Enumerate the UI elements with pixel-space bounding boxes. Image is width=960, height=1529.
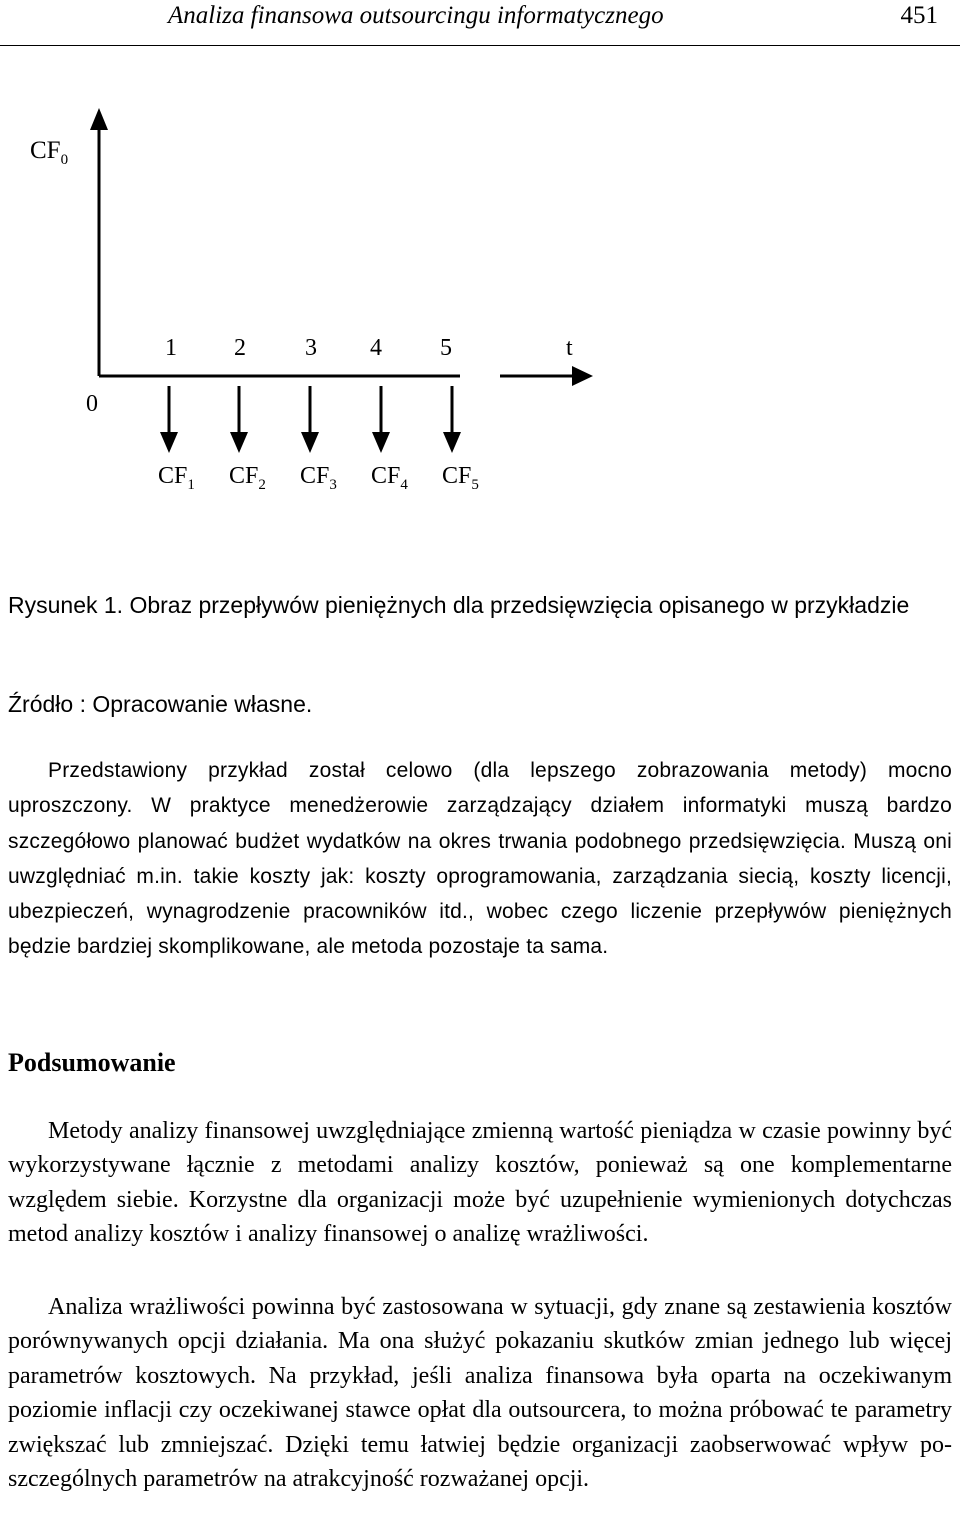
cf0-arrowhead (90, 108, 108, 130)
origin-label: 0 (86, 391, 98, 417)
cf2-arrowhead (230, 432, 248, 453)
tick-label-3: 3 (305, 335, 317, 361)
tick-label-4: 4 (370, 335, 382, 361)
tick-label-1: 1 (165, 335, 177, 361)
figure-caption: Rysunek 1. Obraz przepływów pieniężnych dla przedsięwzięcia opisanego w przykładzie (8, 592, 910, 618)
cf3-label: $CF_3$ (300, 463, 337, 493)
time-axis-arrowhead (572, 366, 593, 386)
cash-flow-diagram (0, 90, 960, 500)
cf1-label: $CF_1$ (158, 463, 195, 493)
figure-source: Źródło : Opracowanie własne. (8, 691, 313, 717)
body-paragraph-1: Przedstawiony przykład został celowo (dla lepszego zobrazowania metody) mocno uproszczony. W praktyce menedżerowie zarządzający działem informatyki muszą bardzo szczegółowo planować budżet wydatków na okres trwania podobnego przedsięwzięcia. Muszą oni uwzględniać m.in. takie koszty jak: koszty oprogramowania, zarządzania siecią, koszty licencji, ubezpieczeń, wynagrodzenie pracowników itd., wobec czego liczenie przepływów pieniężnych będzie bardziej skomplikowane, ale metoda pozostaje ta sama. (8, 759, 952, 959)
page-header (0, 0, 960, 46)
cf5-arrowhead (443, 432, 461, 453)
page-number: 451 (900, 2, 938, 29)
cf5-label: $CF_5$ (442, 463, 479, 493)
cf3-arrowhead (301, 432, 319, 453)
cf4-label: $CF_4$ (371, 463, 408, 493)
cf4-arrowhead (372, 432, 390, 453)
body-paragraph-2: Metody analizy finansowej uwzględniające zmienną wartość pieniądza w czasie powinny być wykorzystywane łącznie z metodami analizy kosztów, ponieważ są one komplementarne względem siebie. Korzystne dla organizacji może być uzupełnienie wymienionych dotychczas metod analizy kosztów i analizy finansowej o analizę wrażliwości. (8, 1118, 952, 1248)
tick-label-5: 5 (440, 335, 452, 361)
cf2-label: $CF_2$ (229, 463, 266, 493)
body-paragraph-3: Analiza wrażliwości powinna być zastosowana w sytuacji, gdy znane są zestawienia kosztów porównywanych opcji działania. Ma ona służyć pokazaniu skutków zmian jednego lub więcej parametrów kosztowych. Na przykład, jeśli analiza finansowa była oparta na oczekiwanym poziomie inflacji czy oczekiwanej stawce opłat dla outsourcera, to można próbować te parametry zwiększać lub zmniejszać. Dzięki temu łatwiej będzie organizacji zaobserwować wpływ poszczególnych parametrów na atrakcyjność rozważanej opcji. (8, 1294, 952, 1493)
cf1-arrowhead (160, 432, 178, 453)
running-title: Analiza finansowa outsourcingu informatycznego (168, 2, 664, 29)
axis-label-t: t (566, 335, 573, 361)
section-heading: Podsumowanie (8, 1048, 176, 1077)
tick-label-2: 2 (234, 335, 246, 361)
cf0-label: $CF_0$ (30, 137, 69, 168)
